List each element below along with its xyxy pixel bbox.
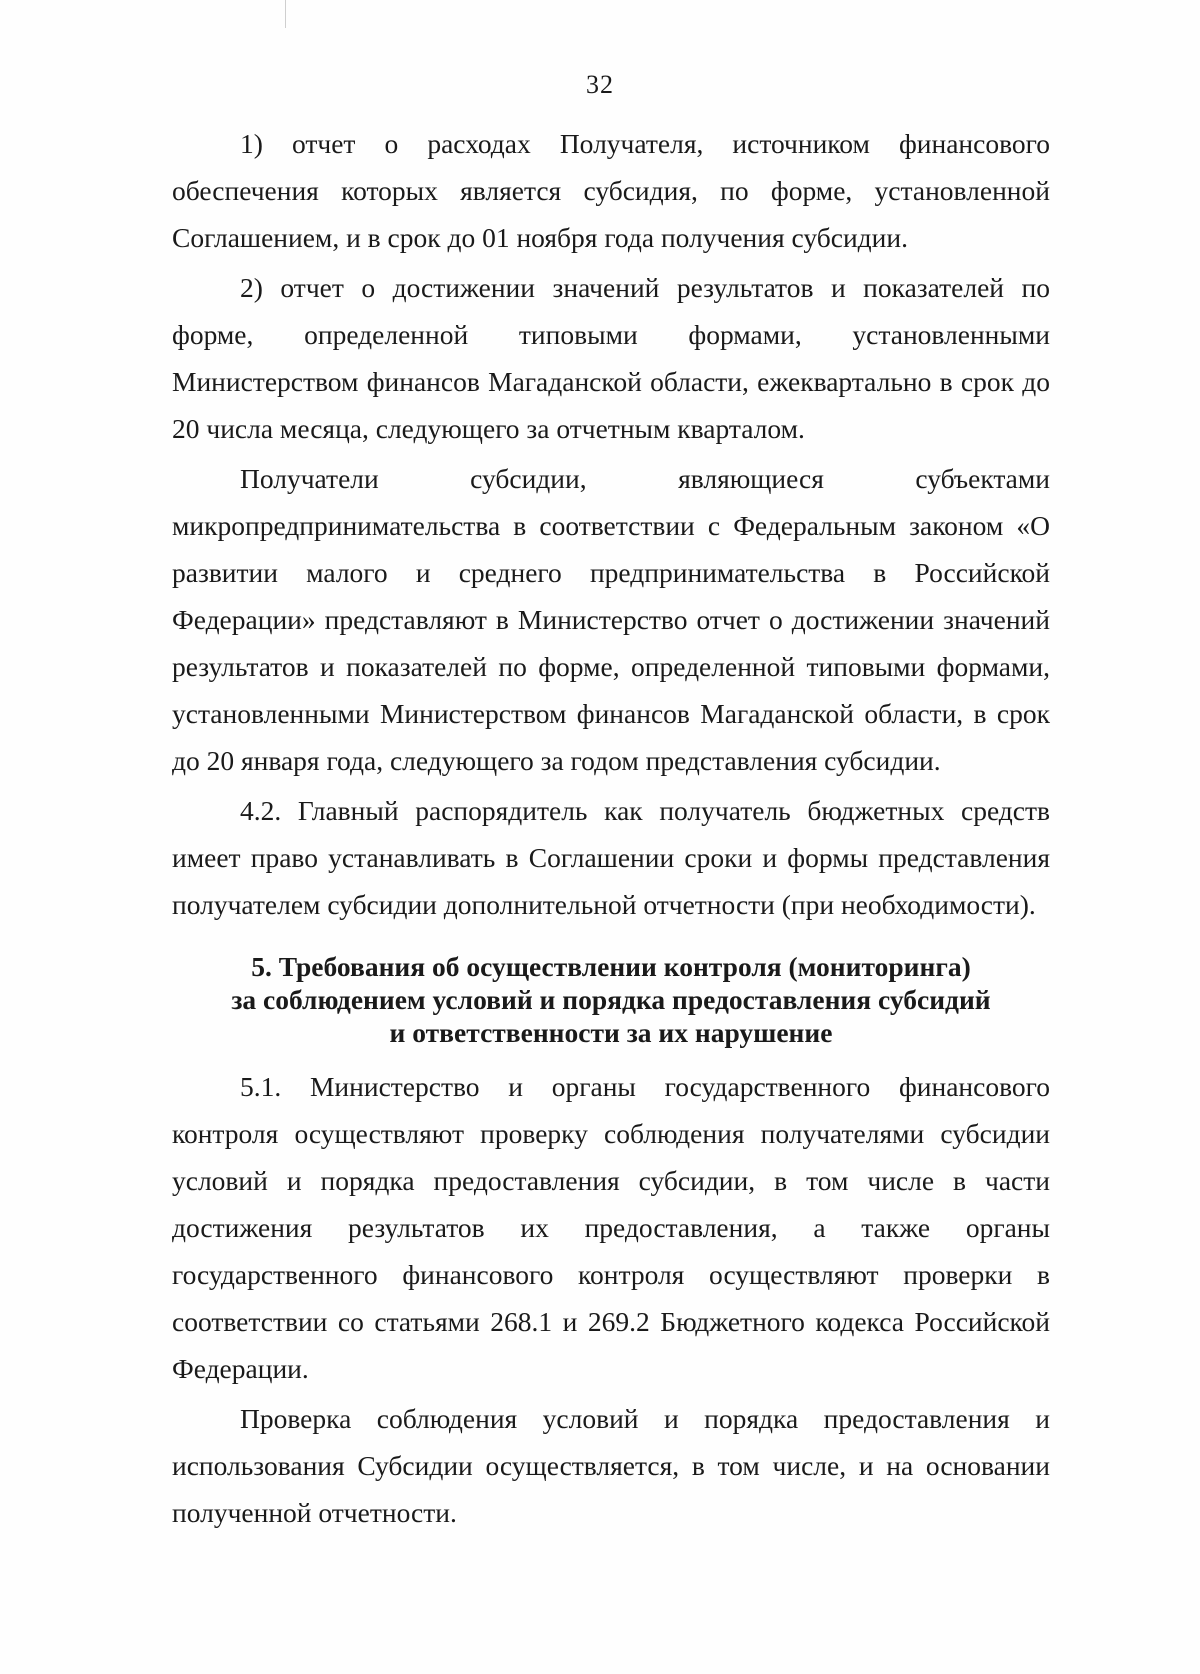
paragraph-report-expenses: 1) отчет о расходах Получателя, источником финансового обеспечения которых является субсидия, по форме, установленной Соглашением, и в срок до 01 ноября года получения субсидии. [172,128,1050,253]
section-5-heading-line-2: за соблюдением условий и порядка предоставления субсидий [231,984,991,1015]
section-5-heading-line-1: 5. Требования об осуществлении контроля (мониторинга) [251,951,971,982]
section-5-heading-line-3: и ответственности за их нарушение [389,1017,833,1048]
scan-artifact-line [285,0,286,28]
section-5-heading [172,950,1050,1049]
paragraph-report-results: 2) отчет о достижении значений результатов и показателей по форме, определенной типовыми формами, установленными Министерством финансов Магаданской области, ежеквартально в срок до 20 числа месяца, следующего за отчетным кварталом. [172,272,1050,444]
paragraph-micro-entrepreneurs: Получатели субсидии, являющиеся субъектами микропредпринимательства в соответствии с Федеральным законом «О развитии малого и среднего предпринимательства в Российской Федерации» представляют в Министерство отчет о достижении значений результатов и показателей по форме, определенной типовыми формами, установленными Министерством финансов Магаданской области, в срок до 20 января года, следующего за годом представления субсидии. [172,463,1050,776]
paragraph-verification: Проверка соблюдения условий и порядка предоставления и использования Субсидии осуществляется, в том числе, и на основании полученной отчетности. [172,1403,1050,1528]
paragraph-4-2: 4.2. Главный распорядитель как получатель бюджетных средств имеет право устанавливать в Соглашении сроки и формы представления получателем субсидии дополнительной отчетности (при необходимости). [172,795,1050,920]
page-number: 32 [586,70,614,99]
document-body [172,120,1050,1536]
paragraph-5-1: 5.1. Министерство и органы государственного финансового контроля осуществляют проверку соблюдения получателями субсидии условий и порядка предоставления субсидии, в том числе в части достижения результатов их предоставления, а также органы государственного финансового контроля осуществляют проверки в соответствии со статьями 268.1 и 269.2 Бюджетного кодекса Российской Федерации. [172,1071,1050,1384]
